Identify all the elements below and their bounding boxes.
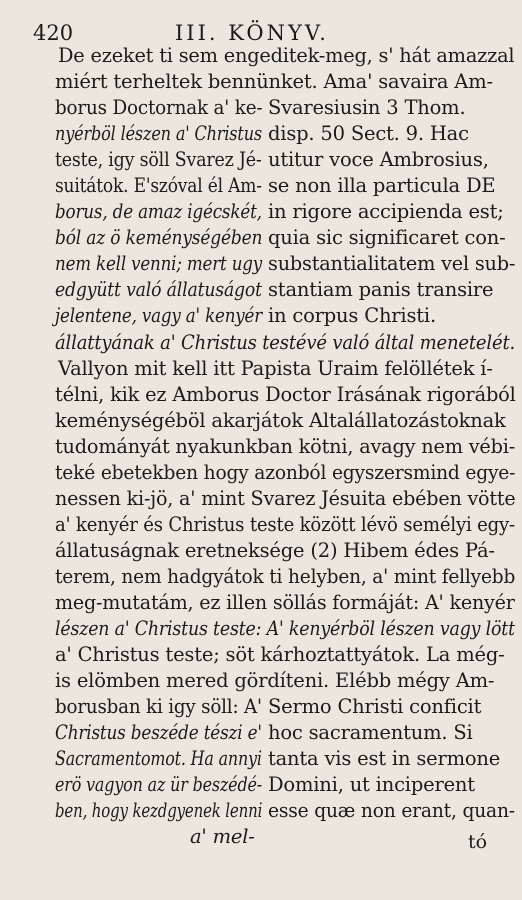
running-title: III. KÖNYV. bbox=[175, 21, 329, 45]
text-line: nessen ki-jö, a' mint Svarez Jésuita ebében vötte bbox=[55, 487, 516, 510]
right-column-line: tanta vis est in sermone bbox=[268, 747, 501, 770]
right-column-line: in corpus Christi. bbox=[268, 304, 436, 327]
text-line: lészen a' Christus teste: A' kenyérböl lészen vagy lött bbox=[55, 617, 515, 640]
left-column-line: jelentene, vagy a' kenyér bbox=[55, 304, 263, 327]
left-column-line: teste, igy söll Svarez Jé- bbox=[55, 148, 262, 171]
right-column-line: Sermo Christi conficit bbox=[268, 695, 482, 718]
left-column-line: a' mel- bbox=[190, 825, 255, 848]
text-line: állattyának a' Christus testévé való által menetelét. bbox=[55, 331, 516, 354]
right-column-line: esse quæ non erant, quan- bbox=[268, 799, 515, 822]
text-line: tudományát nyakunkban kötni, avagy nem vébi- bbox=[55, 435, 516, 458]
text-line: terem, nem hadgyátok ti helyben, a' mint fellyebb bbox=[55, 565, 516, 588]
text-line: a' Christus teste; söt kárhoztattyátok. La még- bbox=[55, 643, 505, 666]
left-column-line: suitátok. E'szóval él Am- bbox=[55, 174, 262, 197]
left-column-line: Sacramentomot. Ha annyi bbox=[55, 747, 262, 770]
left-column-line: nyérböl lészen a' Christus bbox=[55, 122, 262, 145]
left-column-line: nem kell venni; mert ugy bbox=[55, 252, 263, 275]
right-column-line: utitur voce Ambrosius, bbox=[268, 148, 489, 171]
left-column-line: ben, hogy kezdgyenek lenni bbox=[55, 799, 263, 822]
right-column-line: stantiam panis transire bbox=[268, 278, 494, 301]
page-number: 420 bbox=[33, 21, 74, 45]
right-column-line: hoc sacramentum. Si bbox=[268, 721, 473, 744]
left-column-line: borus Doctornak a' ke- bbox=[55, 96, 263, 119]
left-column-line: edgyütt való állatuságot bbox=[55, 278, 262, 301]
left-column-line: Christus beszéde tészi e' bbox=[55, 721, 262, 744]
text-line: meg-mutatám, ez illen söllás formáját: A' kenyér bbox=[55, 591, 515, 614]
text-line: teké ebetekben hogy azonból egyszersmind egye- bbox=[55, 461, 516, 484]
text-line: De ezeket ti sem engeditek-meg, s' hát amazzal bbox=[58, 44, 515, 67]
right-column-line: se non illa particula DE bbox=[268, 174, 496, 197]
left-column-line: borusban ki igy söll: A' bbox=[55, 695, 262, 718]
right-column-line: quia sic significaret con- bbox=[268, 226, 506, 249]
left-column-line: borus, de amaz igécskét, bbox=[55, 200, 262, 223]
right-column-line: Domini, ut inciperent bbox=[268, 773, 475, 796]
text-line: télni, kik ez Amborus Doctor Irásának rigorából bbox=[55, 383, 516, 406]
right-column-line: substantialitatem vel sub- bbox=[268, 252, 516, 275]
text-line: keménységéböl akarjátok Altalállatozástoknak bbox=[55, 409, 506, 432]
text-line: miért terheltek bennünket. Ama' savaira Am- bbox=[55, 70, 493, 93]
text-line: is elömben mered gördíteni. Elébb mégy Am- bbox=[55, 669, 495, 692]
left-column-line: erö vagyon az ür beszédé- bbox=[55, 773, 263, 796]
right-column-line: disp. 50 Sect. 9. Hac bbox=[268, 122, 469, 145]
left-column-line: ból az ö keménységében bbox=[55, 226, 263, 249]
right-column-line: Svaresiusin 3 Thom. bbox=[268, 96, 466, 119]
text-line: a' kenyér és Christus teste között lévö semélyi egy- bbox=[55, 513, 515, 536]
text-line: Vallyon mit kell itt Papista Uraim felöllétek í- bbox=[58, 357, 493, 380]
right-column-line: in rigore accipienda est; bbox=[268, 200, 504, 223]
catchword: tó bbox=[468, 831, 488, 853]
text-line: állatuságnak eretneksége (2) Hibem édes Pá- bbox=[55, 539, 495, 562]
